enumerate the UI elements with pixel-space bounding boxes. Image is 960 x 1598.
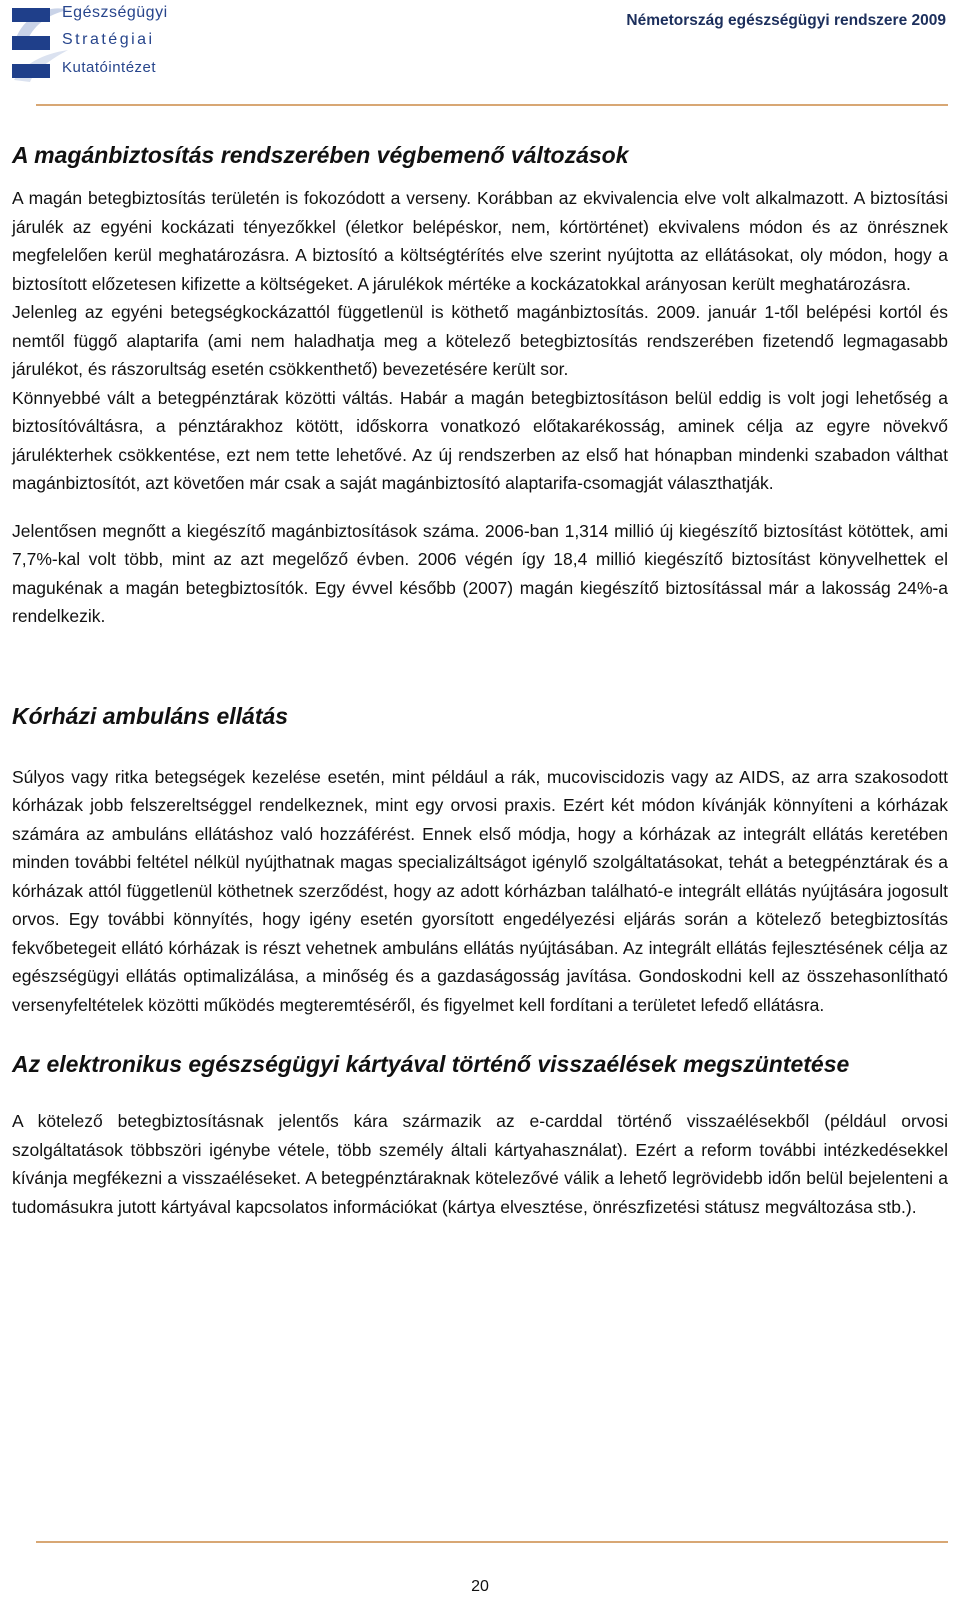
logo-text-line: Stratégiai [62,31,155,48]
section-heading: Az elektronikus egészségügyi kártyával történő visszaélések megszüntetése [12,1051,850,1077]
paragraph: Jelenleg az egyéni betegségkockázattól függetlenül is köthető magánbiztosítás. 2009. január 1-től belépési kortól és nemtől függő alaptarifa (ami nem haladhatja meg a kötelező betegbiztosítás rendszerében fizetendő legmagasabb járulékot, és rászorultság esetén csökkenthető) bevezetésére került sor. [12,302,948,379]
header-divider [36,104,948,106]
page-number: 20 [471,1578,489,1595]
running-title: Németország egészségügyi rendszere 2009 [626,12,946,29]
section-heading: Kórházi ambuláns ellátás [12,702,289,729]
paragraph: Súlyos vagy ritka betegségek kezelése esetén, mint például a rák, mucoviscidozis vagy az AIDS, az arra szakosodott kórházak jobb felszereltséggel rendelkeznek, mint egy orvosi praxis. Ezért két módon kívánják könnyíteni a kórházak számára az ambuláns ellátáshoz való hozzáférést. Ennek első módja, hogy a kórházak az integrált ellátás keretében minden további feltétel nélkül nyújthatnak magas specializáltságot igénylő szolgáltatásokat, tehát a betegpénztárak és a kórházak attól függetlenül köthetnek szerződést, hogy az adott kórházban található-e integrált ellátás nyújtására jogosult orvos. Egy további könnyítés, hogy igény esetén gyorsított engedélyezési eljárás során a kötelező betegbiztosítás fekvőbetegeit ellátó kórházak is részt vehetnek ambuláns ellátás nyújtásában. Az integrált ellátás fejlesztésének célja az egészségügyi ellátás optimalizálása, a minőség és a gazdaságosság javítása. Gondoskodni kell az összehasonlítható versenyfeltételek közötti működés megteremtéséről, és figyelmet kell fordítani a területet lefedő ellátásra. [12,766,948,1015]
paragraph: A kötelező betegbiztosításnak jelentős kára származik az e-carddal történő visszaélésekből (például orvosi szolgáltatások többszöri igénybe vétele, több személy általi kártyahasználat). Ezért a reform további intézkedésekkel kívánja megfékezni a visszaéléseket. A betegpénztáraknak kötelezővé válik a lehető legrövidebb időn belül bejelenteni a tudomásukra jutott kártyával kapcsolatos információkat (kártya elvesztése, önrészfizetési státusz megváltozása stb.). [12,1111,948,1217]
logo-bar [12,36,50,50]
paragraph: Könnyebbé vált a betegpénztárak közötti váltás. Habár a magán betegbiztosításon belül eddig is volt jogi lehetőség a biztosítóváltásra, a pénztárakhoz kötött, időskorra vonatkozó előtakarékosság, aminek célja az egyre növekvő járulékterhek csökkentése, ezt nem tette lehetővé. Az új rendszerben az első hat hónapban mindenki szabadon válthat magánbiztosítót, azt követően már csak a saját magánbiztosító alaptarifa-csomagját választhatják. [12,387,948,493]
logo-text-line: Kutatóintézet [62,59,157,76]
logo-text-line: Egészségügyi [62,4,168,21]
logo-bar [12,8,50,22]
footer-divider [36,1541,948,1543]
institute-logo [12,4,172,82]
paragraph: Jelentősen megnőtt a kiegészítő magánbiztosítások száma. 2006-ban 1,314 millió új kiegészítő biztosítást kötöttek, ami 7,7%-kal volt több, mint az azt megelőző évben. 2006 végén így 18,4 millió kiegészítő biztosítást könyvelhettek el magukénak a magán betegbiztosítók. Egy évvel később (2007) magán kiegészítő biztosítással már a lakosság 24%-a rendelkezik. [12,520,948,626]
paragraph: A magán betegbiztosítás területén is fokozódott a verseny. Korábban az ekvivalencia elve volt alkalmazott. A biztosítási járulék az egyéni kockázati tényezőkkel (életkor belépéskor, nem, kórtörténet) ekvivalens módon és az önrésznek megfelelően kerül meghatározásra. A biztosító a költségtérítés elve szerint nyújtotta az ellátásokat, oly módon, hogy a biztosított előzetesen kifizette a költségeket. A járulékok mértéke a kockázatokkal arányosan került meghatározásra. [12,188,948,294]
logo-bar [12,64,50,78]
page-content [12,140,948,1221]
section-heading: A magánbiztosítás rendszerében végbemenő változások [12,142,629,168]
